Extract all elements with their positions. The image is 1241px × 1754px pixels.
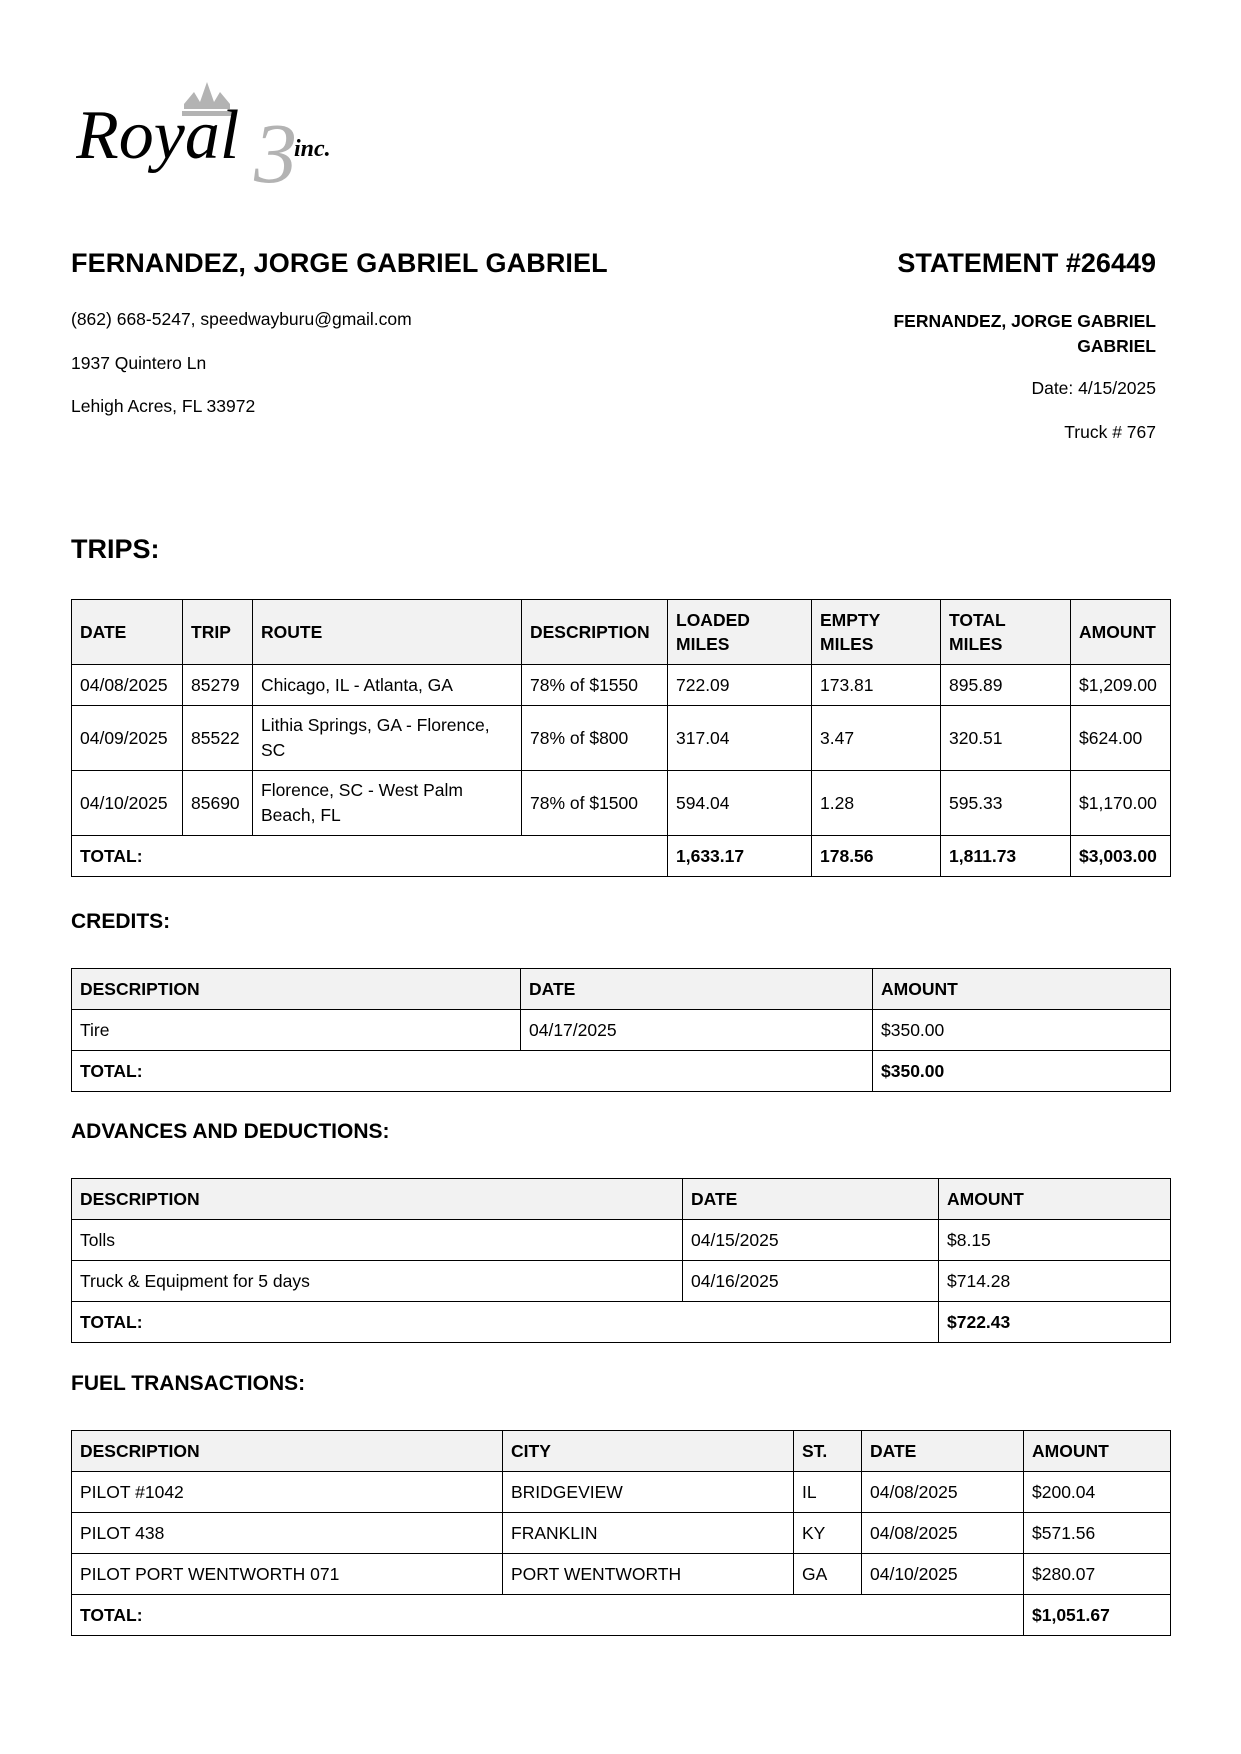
col-description: DESCRIPTION <box>72 1431 503 1472</box>
fuel-description: PILOT 438 <box>72 1513 503 1554</box>
trip-description: 78% of $800 <box>522 706 668 771</box>
deduction-description: Truck & Equipment for 5 days <box>72 1261 683 1302</box>
deduction-date: 04/15/2025 <box>683 1220 939 1261</box>
trip-loaded-miles: 594.04 <box>668 771 812 836</box>
statement-name-line1: FERNANDEZ, JORGE GABRIEL <box>893 311 1156 331</box>
trip-amount: $624.00 <box>1071 706 1171 771</box>
col-amount: AMOUNT <box>873 969 1171 1010</box>
credits-header-row <box>72 969 1171 1010</box>
total-amount: $1,051.67 <box>1024 1595 1171 1636</box>
table-row <box>72 665 1171 706</box>
total-amount: $350.00 <box>873 1051 1171 1092</box>
trip-amount: $1,170.00 <box>1071 771 1171 836</box>
table-row <box>72 1513 1171 1554</box>
col-date: DATE <box>683 1179 939 1220</box>
driver-contact: (862) 668-5247, speedwayburu@gmail.com <box>71 309 412 329</box>
company-logo <box>76 78 386 190</box>
total-loaded-miles: 1,633.17 <box>668 836 812 877</box>
fuel-state: KY <box>794 1513 862 1554</box>
total-amount: $722.43 <box>939 1302 1171 1343</box>
driver-name: FERNANDEZ, JORGE GABRIEL GABRIEL <box>71 248 608 278</box>
logo-inc-text: inc. <box>294 136 331 162</box>
trips-total-row <box>72 836 1171 877</box>
logo-royal-text: Royal <box>76 97 240 174</box>
fuel-header-row <box>72 1431 1171 1472</box>
col-city: CITY <box>503 1431 794 1472</box>
trip-description: 78% of $1500 <box>522 771 668 836</box>
deductions-total-row <box>72 1302 1171 1343</box>
truck-number: Truck # 767 <box>1064 422 1156 442</box>
total-empty-miles: 178.56 <box>812 836 941 877</box>
statement-title: STATEMENT #26449 <box>897 248 1156 278</box>
fuel-city: FRANKLIN <box>503 1513 794 1554</box>
fuel-city: BRIDGEVIEW <box>503 1472 794 1513</box>
statement-driver-name <box>893 309 1156 359</box>
logo-3-mark: 3 <box>254 105 297 190</box>
trip-empty-miles: 1.28 <box>812 771 941 836</box>
fuel-date: 04/10/2025 <box>862 1554 1024 1595</box>
total-label: TOTAL: <box>72 836 668 877</box>
credits-total-row <box>72 1051 1171 1092</box>
table-row <box>72 1472 1171 1513</box>
deductions-header-row <box>72 1179 1171 1220</box>
col-amount: AMOUNT <box>939 1179 1171 1220</box>
total-amount: $3,003.00 <box>1071 836 1171 877</box>
trip-empty-miles: 173.81 <box>812 665 941 706</box>
credit-date: 04/17/2025 <box>521 1010 873 1051</box>
table-row <box>72 1261 1171 1302</box>
trip-total-miles: 895.89 <box>941 665 1071 706</box>
trip-amount: $1,209.00 <box>1071 665 1171 706</box>
trip-route: Florence, SC - West Palm Beach, FL <box>253 771 522 836</box>
total-total-miles: 1,811.73 <box>941 836 1071 877</box>
table-row <box>72 1554 1171 1595</box>
col-loaded-miles: LOADED MILES <box>668 600 812 665</box>
trip-route: Chicago, IL - Atlanta, GA <box>253 665 522 706</box>
credits-title: CREDITS: <box>71 910 171 933</box>
trip-number: 85279 <box>183 665 253 706</box>
col-date: DATE <box>521 969 873 1010</box>
fuel-amount: $571.56 <box>1024 1513 1171 1554</box>
trip-date: 04/08/2025 <box>72 665 183 706</box>
total-label: TOTAL: <box>72 1051 873 1092</box>
col-amount: AMOUNT <box>1071 600 1171 665</box>
deduction-date: 04/16/2025 <box>683 1261 939 1302</box>
fuel-description: PILOT #1042 <box>72 1472 503 1513</box>
col-state: ST. <box>794 1431 862 1472</box>
fuel-table <box>71 1430 1171 1636</box>
trip-date: 04/10/2025 <box>72 771 183 836</box>
trip-description: 78% of $1550 <box>522 665 668 706</box>
col-total-miles: TOTAL MILES <box>941 600 1071 665</box>
deduction-amount: $8.15 <box>939 1220 1171 1261</box>
trip-loaded-miles: 722.09 <box>668 665 812 706</box>
trip-total-miles: 320.51 <box>941 706 1071 771</box>
fuel-total-row <box>72 1595 1171 1636</box>
col-description: DESCRIPTION <box>72 969 521 1010</box>
trips-title: TRIPS: <box>71 534 160 564</box>
driver-address-line2: Lehigh Acres, FL 33972 <box>71 396 256 416</box>
deduction-amount: $714.28 <box>939 1261 1171 1302</box>
credits-table <box>71 968 1171 1092</box>
fuel-date: 04/08/2025 <box>862 1513 1024 1554</box>
fuel-title: FUEL TRANSACTIONS: <box>71 1372 306 1395</box>
trip-date: 04/09/2025 <box>72 706 183 771</box>
fuel-amount: $280.07 <box>1024 1554 1171 1595</box>
total-label: TOTAL: <box>72 1302 939 1343</box>
trip-number: 85522 <box>183 706 253 771</box>
col-date: DATE <box>862 1431 1024 1472</box>
statement-date: Date: 4/15/2025 <box>1031 378 1156 398</box>
trip-number: 85690 <box>183 771 253 836</box>
trips-header-row <box>72 600 1171 665</box>
fuel-state: GA <box>794 1554 862 1595</box>
fuel-city: PORT WENTWORTH <box>503 1554 794 1595</box>
driver-address-line1: 1937 Quintero Ln <box>71 353 207 373</box>
trip-total-miles: 595.33 <box>941 771 1071 836</box>
table-row <box>72 706 1171 771</box>
table-row <box>72 1220 1171 1261</box>
col-empty-miles: EMPTY MILES <box>812 600 941 665</box>
statement-name-line2: GABRIEL <box>1077 336 1156 356</box>
col-route: ROUTE <box>253 600 522 665</box>
deductions-table <box>71 1178 1171 1343</box>
table-row <box>72 1010 1171 1051</box>
deduction-description: Tolls <box>72 1220 683 1261</box>
fuel-state: IL <box>794 1472 862 1513</box>
credit-description: Tire <box>72 1010 521 1051</box>
trip-loaded-miles: 317.04 <box>668 706 812 771</box>
trip-route: Lithia Springs, GA - Florence, SC <box>253 706 522 771</box>
trips-table <box>71 599 1171 877</box>
col-description: DESCRIPTION <box>522 600 668 665</box>
table-row <box>72 771 1171 836</box>
col-amount: AMOUNT <box>1024 1431 1171 1472</box>
fuel-amount: $200.04 <box>1024 1472 1171 1513</box>
deductions-title: ADVANCES AND DEDUCTIONS: <box>71 1120 390 1143</box>
col-trip: TRIP <box>183 600 253 665</box>
fuel-description: PILOT PORT WENTWORTH 071 <box>72 1554 503 1595</box>
trip-empty-miles: 3.47 <box>812 706 941 771</box>
col-date: DATE <box>72 600 183 665</box>
total-label: TOTAL: <box>72 1595 1024 1636</box>
fuel-date: 04/08/2025 <box>862 1472 1024 1513</box>
col-description: DESCRIPTION <box>72 1179 683 1220</box>
credit-amount: $350.00 <box>873 1010 1171 1051</box>
